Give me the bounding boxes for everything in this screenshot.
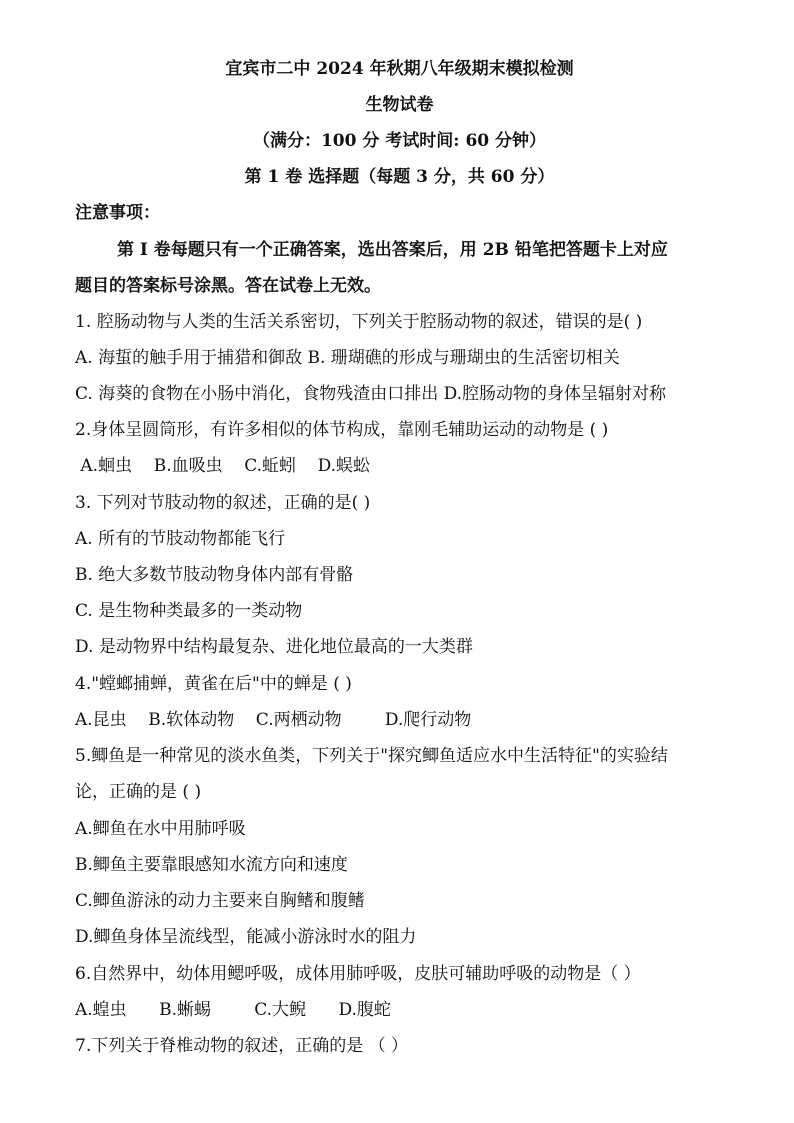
answer-option: C. 海葵的食物在小肠中消化，食物残渣由口排出 D.腔肠动物的身体呈辐射对称 [75,384,667,404]
answer-option: A.鲫鱼在水中用肺呼吸 [75,819,246,839]
question-stem: 2.身体呈圆筒形，有许多相似的体节构成，靠刚毛辅助运动的动物是 ( ) [75,420,609,440]
answer-option: D. 是动物界中结构最复杂、进化地位最高的一大类群 [75,637,473,657]
question-stem: 5.鲫鱼是一种常见的淡水鱼类，下列关于"探究鲫鱼适应水中生活特征"的实验结 [75,746,668,766]
answer-option: A.蛔虫 B.血吸虫 C.蚯蚓 D.蜈蚣 [75,456,371,476]
answer-option: A. 所有的节肢动物都能飞行 [75,529,286,549]
question-stem: 1. 腔肠动物与人类的生活关系密切，下列关于腔肠动物的叙述，错误的是( ) [75,312,643,332]
notes-line: 第 I 卷每题只有一个正确答案，选出答案后，用 2B 铅笔把答题卡上对应 [117,240,668,260]
exam-title: 宜宾市二中 2024 年秋期八年级期末模拟检测 [225,59,574,79]
question-stem: 3. 下列对节肢动物的叙述，正确的是( ) [75,493,371,513]
answer-option: D.鲫鱼身体呈流线型，能减小游泳时水的阻力 [75,927,417,947]
answer-option: A.昆虫 B.软体动物 C.两栖动物 D.爬行动物 [75,710,472,730]
notes-heading: 注意事项： [75,203,160,223]
question-stem-continued: 论，正确的是 ( ) [75,782,202,802]
answer-option: C. 是生物种类最多的一类动物 [75,601,303,621]
notes-line: 题目的答案标号涂黑。答在试卷上无效。 [75,276,381,296]
answer-option: B. 绝大多数节肢动物身体内部有骨骼 [75,565,354,585]
answer-option: A. 海蜇的触手用于捕猎和御敌 B. 珊瑚礁的形成与珊瑚虫的生活密切相关 [75,348,620,368]
exam-info: （满分：100 分 考试时间: 60 分钟） [252,131,547,151]
question-stem: 4."螳螂捕蝉，黄雀在后"中的蝉是 ( ) [75,674,352,694]
question-stem: 7.下列关于脊椎动物的叙述，正确的是 （ ） [75,1036,409,1056]
section-title: 第 1 卷 选择题（每题 3 分，共 60 分） [244,167,555,187]
question-stem: 6.自然界中，幼体用鳃呼吸，成体用肺呼吸，皮肤可辅助呼吸的动物是（ ） [75,964,641,984]
answer-option: B.鲫鱼主要靠眼感知水流方向和速度 [75,855,348,875]
subject-title: 生物试卷 [365,95,434,115]
answer-option: C.鲫鱼游泳的动力主要来自胸鳍和腹鳍 [75,891,365,911]
answer-option: A.蝗虫 B.蜥蜴 C.大鲵 D.腹蛇 [75,1000,391,1020]
